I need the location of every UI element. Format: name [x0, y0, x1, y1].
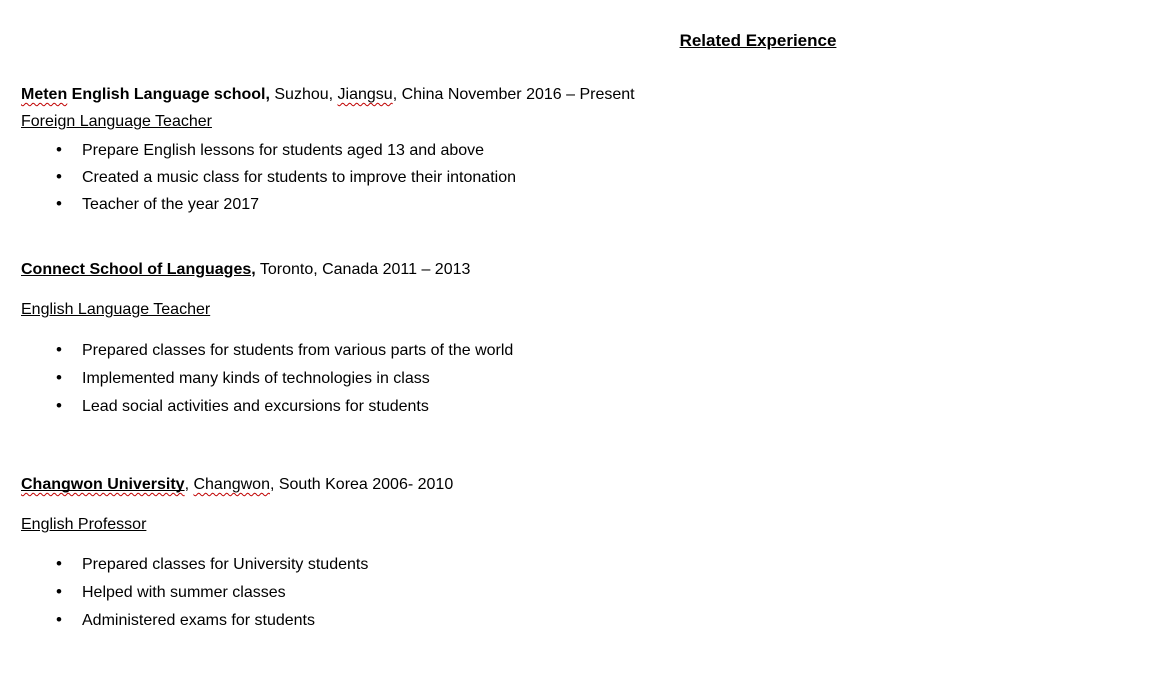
heading-segment: , South Korea 2006- 2010 — [269, 476, 454, 493]
job-title: English Professor — [21, 516, 147, 533]
organization-line — [21, 475, 1174, 494]
heading-segment — [21, 476, 185, 493]
spellcheck-flagged-text: Meten — [21, 86, 68, 103]
spellcheck-flagged-text: Changwon University — [21, 476, 185, 493]
bullet-item: • Prepare English lessons for students aged 13 and above — [82, 141, 1174, 160]
bullet-item: • Teacher of the year 2017 — [82, 195, 1174, 214]
organization-line — [21, 260, 1174, 279]
heading-segment: Suzhou, — [269, 86, 338, 103]
bullet-list — [0, 555, 1174, 630]
job-title: Foreign Language Teacher — [21, 113, 212, 130]
heading-segment — [338, 86, 393, 103]
bullet-item: • Administered exams for students — [82, 611, 1174, 630]
organization-line — [21, 85, 1174, 104]
bullet-item: • Implemented many kinds of technologies in class — [82, 369, 1174, 388]
spellcheck-flagged-text: Jiangsu — [337, 86, 393, 103]
bullet-item: • Prepared classes for students from various parts of the world — [82, 341, 1174, 360]
heading-segment: , — [184, 476, 194, 493]
heading-segment — [21, 86, 67, 103]
heading-segment: Toronto, Canada 2011 – 2013 — [255, 261, 471, 278]
document-title: Related Experience — [679, 31, 837, 50]
experience-section — [0, 85, 1174, 214]
bullet-item: • Prepared classes for University students — [82, 555, 1174, 574]
experience-section — [0, 475, 1174, 630]
experience-section — [0, 260, 1174, 416]
bullet-item: • Lead social activities and excursions for students — [82, 397, 1174, 416]
bullet-item: • Helped with summer classes — [82, 583, 1174, 602]
bullet-list — [0, 341, 1174, 416]
heading-segment — [193, 476, 270, 493]
heading-segment: Connect School of Languages, — [21, 261, 256, 278]
experience-sections — [0, 85, 1174, 630]
heading-segment: English Language school, — [67, 86, 270, 103]
bullet-item: • Created a music class for students to improve their intonation — [82, 168, 1174, 187]
heading-segment: , China November 2016 – Present — [392, 86, 635, 103]
job-title: English Language Teacher — [21, 301, 211, 318]
bullet-list — [0, 141, 1174, 214]
spellcheck-flagged-text: Changwon — [193, 476, 270, 493]
